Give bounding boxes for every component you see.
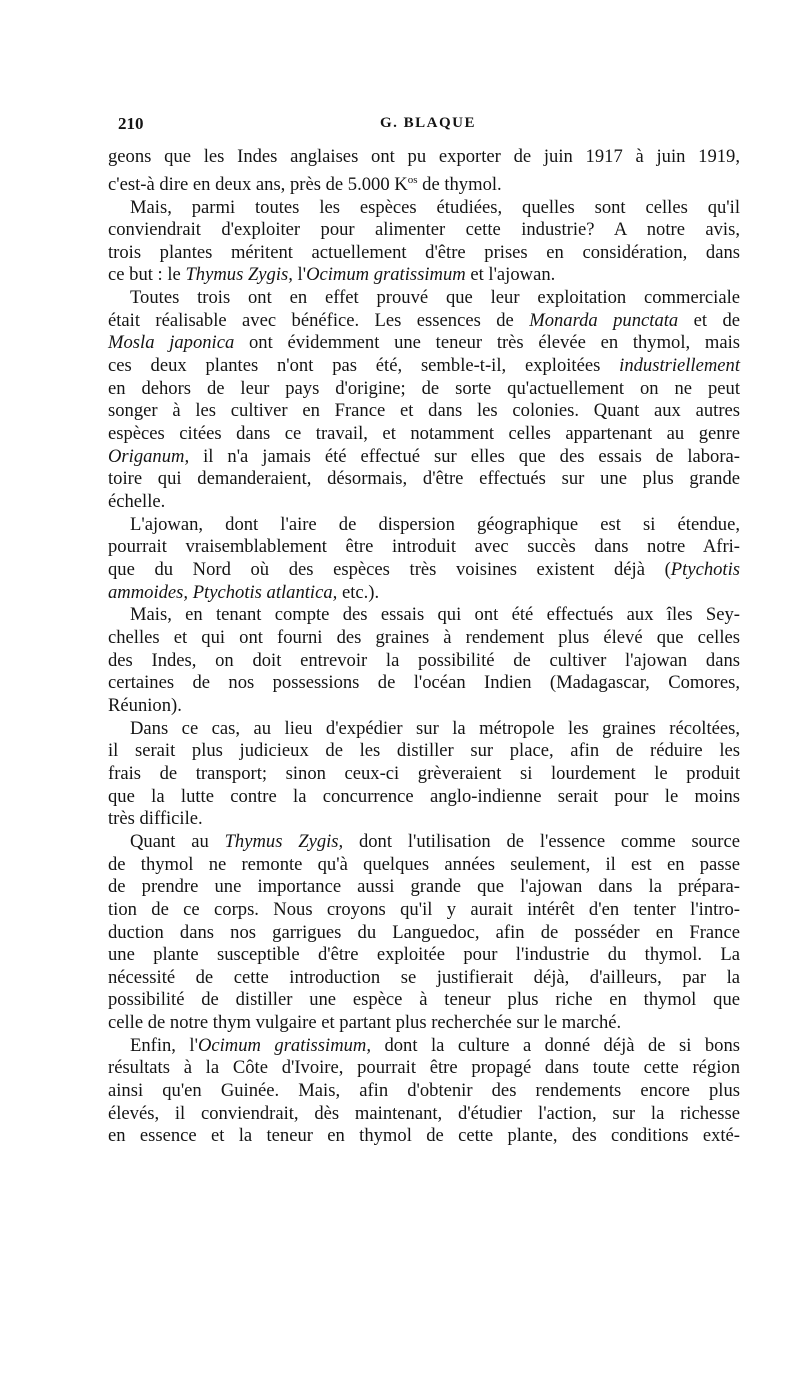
paragraph	[108, 604, 740, 717]
text-line: celle de notre thym vulgaire et partant plus recherchée sur le marché.	[108, 1012, 622, 1034]
text-line: L'ajowan, dont l'aire de dispersion géographique est si étendue,	[130, 513, 740, 535]
paragraph	[108, 718, 740, 831]
text-line: certaines de nos possessions de l'océan Indien (Madagascar, Comores,	[108, 672, 740, 694]
text-line: possibilité de distiller une espèce à teneur plus riche en thymol que	[108, 989, 740, 1011]
text-line: était réalisable avec bénéfice. Les essences de Monarda punctata et de	[108, 309, 740, 331]
text-line: Mais, en tenant compte des essais qui ont été effectués aux îles Sey-	[130, 604, 740, 626]
text-line: ces deux plantes n'ont pas été, semble-t-il, exploitées industriellement	[108, 355, 740, 377]
text-line: Origanum, il n'a jamais été effectué sur elles que des essais de labora-	[108, 445, 740, 467]
paragraph	[108, 1035, 740, 1148]
text-line: nécessité de cette introduction se justifierait déjà, d'ailleurs, par la	[108, 966, 740, 988]
text-line: Toutes trois ont en effet prouvé que leur exploitation commerciale	[130, 287, 740, 309]
text-line: ainsi qu'en Guinée. Mais, afin d'obtenir des rendements encore plus	[108, 1080, 740, 1102]
text-line: des Indes, on doit entrevoir la possibilité de cultiver l'ajowan dans	[108, 649, 740, 671]
text-line: frais de transport; sinon ceux-ci grèveraient si lourdement le produit	[108, 762, 740, 784]
paragraph	[108, 146, 740, 197]
text-line: Mais, parmi toutes les espèces étudiées, quelles sont celles qu'il	[130, 196, 740, 218]
paragraph	[108, 831, 740, 1035]
text-line: duction dans nos garrigues du Languedoc, afin de posséder en France	[108, 921, 740, 943]
text-line: Dans ce cas, au lieu d'expédier sur la métropole les graines récoltées,	[130, 717, 740, 739]
text-line: très difficile.	[108, 808, 203, 830]
text-line: Réunion).	[108, 694, 182, 716]
text-line: échelle.	[108, 491, 166, 513]
text-line: ce but : le Thymus Zygis, l'Ocimum gratissimum et l'ajowan.	[108, 264, 556, 286]
text-line: toire qui demanderaient, désormais, d'être effectués sur une plus grande	[108, 468, 740, 490]
text-line: Enfin, l'Ocimum gratissimum, dont la culture a donné déjà de si bons	[130, 1034, 740, 1056]
text-line: pourrait vraisemblablement être introduit avec succès dans notre Afri-	[108, 536, 740, 558]
text-line: une plante susceptible d'être exploitée pour l'industrie du thymol. La	[108, 944, 740, 966]
text-line: ammoides, Ptychotis atlantica, etc.).	[108, 581, 380, 603]
text-line: c'est-à dire en deux ans, près de 5.000 $K^{os}$ de thymol.	[108, 173, 502, 195]
text-line: songer à les cultiver en France et dans les colonies. Quant aux autres	[108, 400, 740, 422]
text-line: en dehors de leur pays d'origine; de sorte qu'actuellement on ne peut	[108, 377, 740, 399]
running-head	[108, 114, 748, 136]
text-line: Quant au Thymus Zygis, dont l'utilisation de l'essence comme source	[130, 830, 740, 852]
page-number: 210	[118, 114, 144, 133]
body-text	[108, 146, 740, 1148]
text-line: geons que les Indes anglaises ont pu exporter de juin 1917 à juin 1919,	[108, 146, 740, 167]
running-head-author: G. BLAQUE	[379, 115, 476, 131]
text-line: tion de ce corps. Nous croyons qu'il y aurait intérêt d'en tenter l'intro-	[108, 898, 740, 920]
text-line: élevés, il conviendrait, dès maintenant, d'étudier l'action, sur la richesse	[108, 1102, 740, 1124]
text-line: Mosla japonica ont évidemment une teneur très élevée en thymol, mais	[108, 332, 740, 354]
text-line: il serait plus judicieux de les distiller sur place, afin de réduire les	[108, 740, 740, 762]
text-line: que la lutte contre la concurrence anglo-indienne serait pour le moins	[108, 785, 740, 807]
text-line: trois plantes méritent actuellement d'être prises en considération, dans	[108, 241, 740, 263]
text-line: en essence et la teneur en thymol de cette plante, des conditions exté-	[108, 1125, 740, 1147]
text-line: conviendrait d'exploiter pour alimenter cette industrie? A notre avis,	[108, 219, 740, 241]
text-line: de prendre une importance aussi grande que l'ajowan dans la prépara-	[108, 876, 740, 898]
text-line: que du Nord où des espèces très voisines existent déjà (Ptychotis	[108, 559, 740, 580]
paragraph	[108, 197, 740, 288]
text-line: de thymol ne remonte qu'à quelques années seulement, il est en passe	[108, 853, 740, 875]
paragraph	[108, 514, 740, 605]
paragraph	[108, 287, 740, 514]
text-line: résultats à la Côte d'Ivoire, pourrait être propagé dans toute cette région	[108, 1057, 740, 1079]
text-line: chelles et qui ont fourni des graines à rendement plus élevé que celles	[108, 626, 740, 648]
text-line: espèces citées dans ce travail, et notamment celles appartenant au genre	[108, 423, 740, 445]
